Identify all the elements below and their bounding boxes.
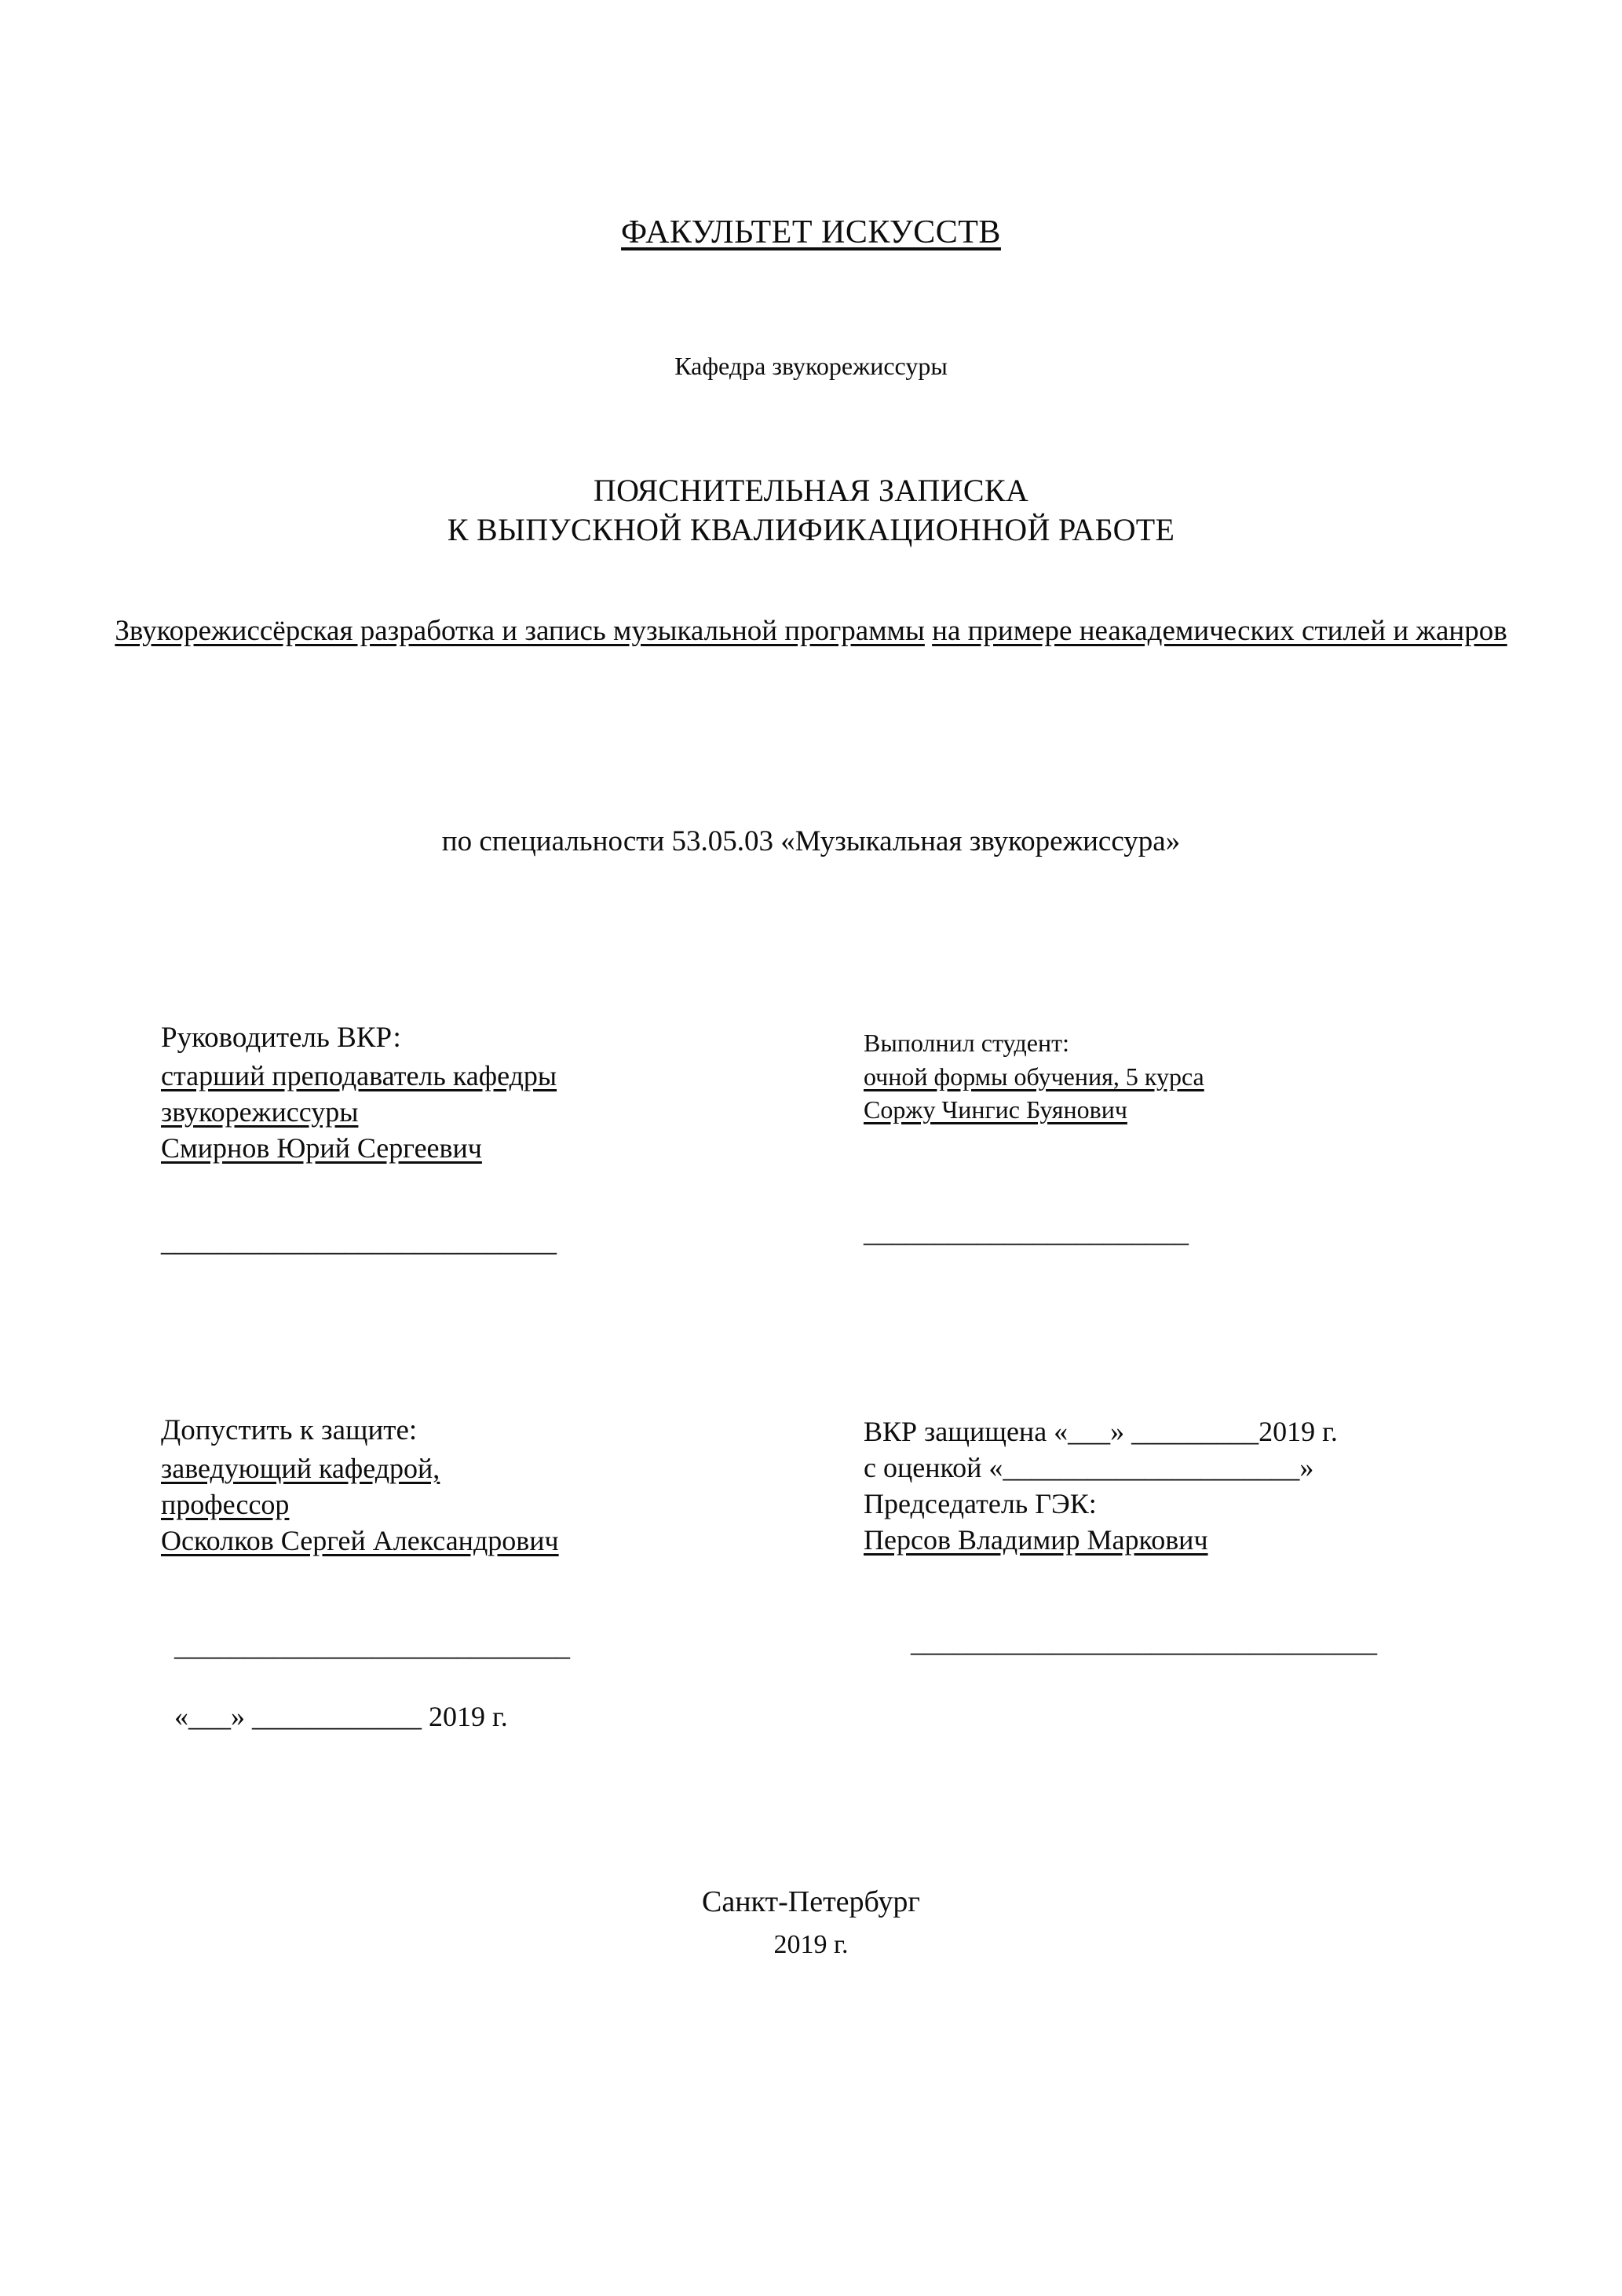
document-type-line-1: ПОЯСНИТЕЛЬНАЯ ЗАПИСКА [593,473,1029,508]
admission-position-line-2: профессор [161,1489,290,1521]
supervisor-title: Руководитель ВКР: [161,1022,401,1054]
year-line: 2019 г. [773,1930,849,1959]
admission-position-line-1: заведующий кафедрой, [161,1453,440,1484]
student-form-line: очной формы обучения, 5 курса [864,1062,1204,1091]
admission-name: Осколков Сергей Александрович [161,1525,559,1557]
defense-chair-name: Персов Владимир Маркович [864,1524,1208,1556]
defense-date-line: ВКР защищена «___» _________2019 г. [864,1416,1338,1447]
student-block [864,1029,1507,1126]
defense-signature-line: _________________________________ [911,1626,1377,1658]
supervisor-position-line-2: звукорежиссуры [161,1096,359,1128]
admission-block [161,1413,758,1559]
defense-grade-line: с оценкой «_____________________» [864,1452,1314,1484]
admission-date-line: «___» ____________ 2019 г. [174,1701,508,1732]
student-signature-line: _______________________ [864,1216,1189,1248]
supervisor-block [161,1021,758,1166]
supervisor-name: Смирнов Юрий Сергеевич [161,1132,482,1164]
faculty-heading-text: ФАКУЛЬТЕТ ИСКУССТВ [621,214,1001,250]
document-type-line-2: К ВЫПУСКНОЙ КВАЛИФИКАЦИОННОЙ РАБОТЕ [447,512,1175,548]
faculty-heading [0,214,1622,251]
thesis-topic-line-1: Звукорежиссёрская разработка и запись музыкальной программы [115,615,925,647]
admission-title: Допустить к защите: [161,1414,418,1446]
city-line: Санкт-Петербург [701,1885,921,1918]
department-line: Кафедра звукорежиссуры [674,352,948,380]
specialty-line: по специальности 53.05.03 «Музыкальная звукорежиссура» [441,825,1181,857]
supervisor-signature-line: ____________________________ [161,1226,557,1257]
supervisor-position-line-1: старший преподаватель кафедры [161,1060,557,1091]
admission-signature-line: ____________________________ [174,1630,570,1662]
defense-block [864,1413,1507,1558]
thesis-topic [0,612,1622,651]
defense-chair-title: Председатель ГЭК: [864,1488,1097,1520]
document-type [0,471,1622,550]
thesis-topic-line-2: на примере неакадемических стилей и жанров [932,615,1507,647]
student-title: Выполнил студент: [864,1029,1069,1057]
student-name: Соржу Чингис Буянович [864,1095,1127,1124]
